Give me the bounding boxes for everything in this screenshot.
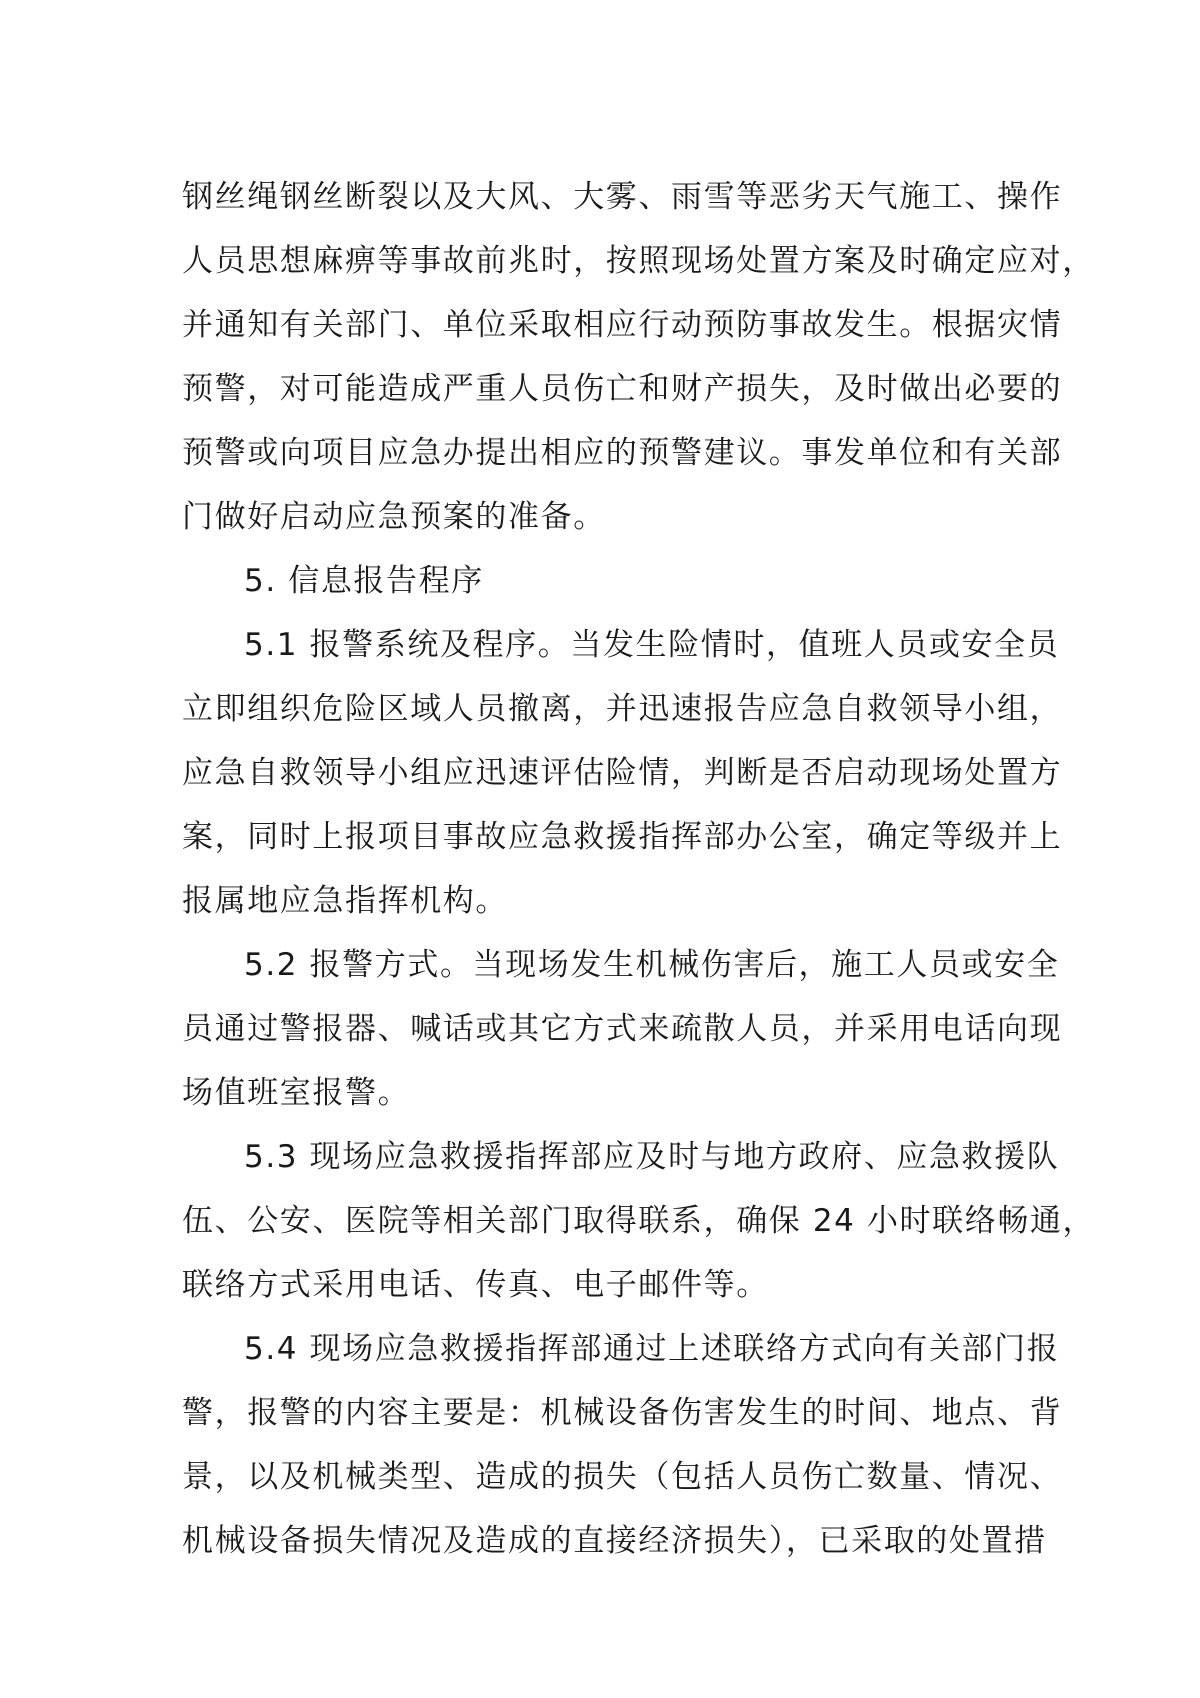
- text-line: 5.3 现场应急救援指挥部应及时与地方政府、应急救援队: [244, 1139, 1060, 1175]
- text-line: 门做好启动应急预案的准备。: [182, 499, 606, 535]
- text-line: 应急自救领导小组应迅速评估险情，判断是否启动现场处置方: [182, 755, 1063, 791]
- text-line: 员通过警报器、喊话或其它方式来疏散人员，并采用电话向现: [182, 1011, 1063, 1047]
- text-line: 人员思想麻痹等事故前兆时，按照现场处置方案及时确定应对，: [182, 243, 1095, 279]
- text-line: 钢丝绳钢丝断裂以及大风、大雾、雨雪等恶劣天气施工、操作: [182, 179, 1063, 215]
- text-line: 5.1 报警系统及程序。当发生险情时，值班人员或安全员: [244, 627, 1060, 663]
- text-line: 预警，对可能造成严重人员伤亡和财产损失，及时做出必要的: [182, 371, 1063, 407]
- text-line: 场值班室报警。: [182, 1075, 411, 1111]
- text-line: 并通知有关部门、单位采取相应行动预防事故发生。根据灾情: [182, 307, 1063, 343]
- text-line: 立即组织危险区域人员撤离，并迅速报告应急自救领导小组，: [182, 691, 1063, 727]
- text-line: 5.4 现场应急救援指挥部通过上述联络方式向有关部门报: [244, 1331, 1060, 1367]
- text-line: 联络方式采用电话、传真、电子邮件等。: [182, 1267, 769, 1303]
- text-line: 5.2 报警方式。当现场发生机械伤害后，施工人员或安全: [244, 947, 1060, 983]
- text-line: 预警或向项目应急办提出相应的预警建议。事发单位和有关部: [182, 435, 1063, 471]
- text-line: 景，以及机械类型、造成的损失（包括人员伤亡数量、情况、: [182, 1459, 1063, 1495]
- text-line: 伍、公安、医院等相关部门取得联系，确保 24 小时联络畅通，: [182, 1203, 1096, 1239]
- text-line: 警，报警的内容主要是：机械设备伤害发生的时间、地点、背: [182, 1395, 1063, 1431]
- text-line: 机械设备损失情况及造成的直接经济损失），已采取的处置措: [182, 1523, 1047, 1559]
- text-line: 报属地应急指挥机构。: [182, 883, 508, 919]
- body-text: [182, 165, 1096, 1573]
- text-line: 5. 信息报告程序: [244, 563, 484, 599]
- text-line: 案，同时上报项目事故应急救援指挥部办公室，确定等级并上: [182, 819, 1063, 855]
